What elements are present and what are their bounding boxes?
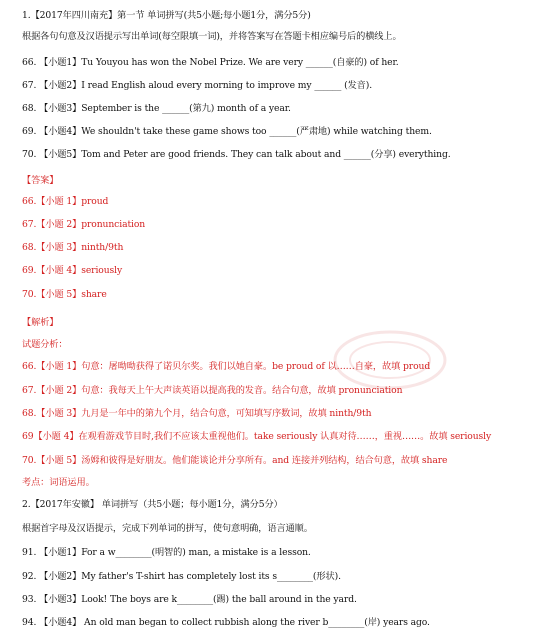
text-line: 92. 【小题2】My father's T-shirt has completely lost its s________(形状). [22,571,341,582]
text-line: 91. 【小题1】For a w________(明智的) man, a mistake is a lesson. [22,547,311,558]
text-line: 93. 【小题3】Look! The boys are k________(踢) the ball around in the yard. [22,594,357,605]
text-line: 【解析】 [22,317,59,328]
text-line: 66. 【小题1】Tu Youyou has won the Nobel Prize. We are very ______(自豪的) of her. [22,57,399,68]
text-line: 94. 【小题4】 An old man began to collect rubbish along the river b________(岸) years ago. [22,617,430,628]
text-line: 70. 【小题5】Tom and Peter are good friends. They can talk about and ______(分享) everything. [22,149,451,160]
text-line: 66.【小题 1】proud [22,196,109,207]
text-line: 67.【小题 2】pronunciation [22,219,146,230]
text-line: 68.【小题 3】ninth/9th [22,242,124,253]
text-line: 根据首字母及汉语提示，完成下列单词的拼写，使句意明确，语言通顺。 [22,523,313,534]
text-line: 【答案】 [22,175,59,186]
text-line: 67.【小题 2】句意：我每天上午大声读英语以提高我的发音。结合句意，故填 pronunciation [22,385,403,396]
text-line: 70.【小题 5】汤姆和彼得是好朋友。他们能谈论并分享所有。and 连接并列结构，结合句意，故填 share [22,455,448,466]
text-line: 69【小题 4】在观看游戏节目时,我们不应该太重视他们。take seriously 认真对待……，重视……。故填 seriously [22,431,492,442]
text-line: 试题分析： [22,339,68,350]
text-line: 67. 【小题2】I read English aloud every morning to improve my ______ (发音). [22,80,373,91]
text-line: 根据各句句意及汉语提示写出单词(每空限填一词)，并将答案写在答题卡相应编号后的横线上。 [22,31,402,42]
text-line: 68. 【小题3】September is the ______(第九) month of a year. [22,103,291,114]
text-line: 70.【小题 5】share [22,289,107,300]
text-line: 69. 【小题4】We shouldn't take these game shows too ______(严肃地) while watching them. [22,126,432,137]
text-line: 66.【小题 1】句意：屠呦呦获得了诺贝尔奖。我们以她自豪。be proud of 以……自豪，故填 proud [22,361,431,372]
text-line: 68.【小题 3】九月是一年中的第九个月，结合句意，可知填写序数词，故填 ninth/9th [22,408,372,419]
text-line: 考点：词语运用。 [22,477,95,488]
text-line: 2.【2017年安徽】 单词拼写（共5小题；每小题1分，满分5分） [22,499,283,510]
text-line: 69.【小题 4】seriously [22,265,123,276]
text-line: 1.【2017年四川南充】第一节 单词拼写(共5小题;每小题1分，满分5分) [22,10,311,21]
